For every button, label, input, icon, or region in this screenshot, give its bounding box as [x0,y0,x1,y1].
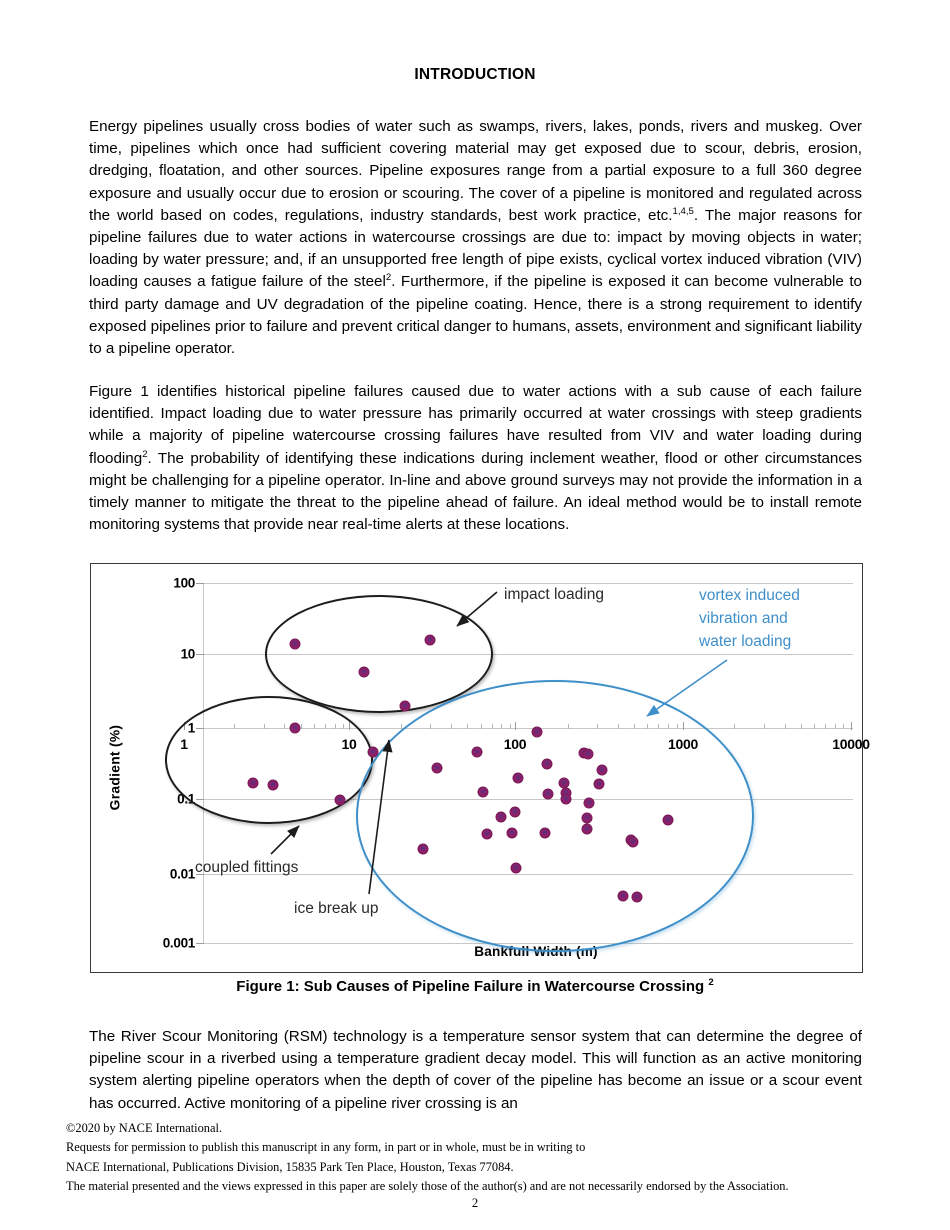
paragraph-intro [89,116,862,360]
paragraph-figure-description [89,381,862,536]
page-title: INTRODUCTION [414,66,536,83]
scatter-chart [91,564,870,972]
footer-address-line: NACE International, Publications Division, 15835 Park Ten Place, Houston, Texas 77084. [66,1159,514,1174]
paragraph-1-part-c: . Furthermore, if the pipeline is exposed it can become vulnerable to third party damage and UV degradation of the pipeline coating. Hence, there is a strong requirement to identify exposed pipelines prior to failure and prevent critical danger to humans, assets, environment and significant liability to a pipeline operator. [89,273,862,358]
paragraph-rsm: The River Scour Monitoring (RSM) technology is a temperature sensor system that can determine the degree of pipeline scour in a riverbed using a temperature gradient decay model. This will function as an active monitoring system alerting pipeline operators when the depth of cover of the pipeline has become an issue or a scour event has occurred. Active monitoring of a pipeline river crossing is an [89,1028,862,1112]
ytick-label-1: 1 [187,720,195,736]
xtick-label-1: 1 [180,736,188,752]
paragraph-2-part-a: Figure 1 identifies historical pipeline failures caused due to water actions with a sub cause of each failure identified. Impact loading due to water pressure has primarily occurred at water crossings with steep gradients while a majority of pipeline watercourse crossing failures have resulted from VIV and water loading during flooding [89,383,862,467]
annotation-viv-line3: water loading [699,633,792,650]
xtick-label-1000: 1000 [668,736,698,752]
figure-caption [0,978,950,995]
footer-disclaimer-line: The material presented and the views expressed in this paper are solely those of the author(s) and are not necessarily endorsed by the Association. [66,1179,789,1194]
xtick-label-100: 100 [503,736,527,752]
ytick-label-0.001: 0.001 [162,935,195,951]
page-number: 2 [471,1196,479,1210]
annotation-viv-line1: vortex induced [699,587,800,604]
figure-caption-footnote-ref: 2 [708,977,714,988]
ytick-label-0.1: 0.1 [177,791,195,807]
y-axis-title: Gradient (%) [107,724,123,811]
annotation-impact-loading: impact loading [504,586,604,603]
ytick-label-10: 10 [180,646,195,662]
paragraph-1-part-b: . The major reasons for pipeline failures due to water actions in watercourse crossings are due to: impact by moving objects in water; loading by water pressure; and, if an unsupported free length of pipe exists, cyclical vortex induced vibration (VIV) loading causes a fatigue failure of the steel [89,206,862,291]
footnote-ref-2a: 2 [385,272,392,284]
annotation-viv-line2: vibration and [699,610,788,627]
annotation-coupled-fittings: coupled fittings [195,859,299,876]
footer-block [66,1119,886,1197]
annotation-ice-break-up: ice break up [294,900,379,917]
footer-permission-line: Requests for permission to publish this manuscript in any form, in part or in whole, must be in writing to [66,1140,586,1155]
paragraph-1-part-a: Energy pipelines usually cross bodies of water such as swamps, rivers, lakes, ponds, rivers and muskeg. Over time, pipelines which once had sufficient covering material may get exposed due to scour, debris, erosion, dredging, floatation, and other sources. Pipeline exposures range from a partial exposure to a full 360 degree exposure and usually occur due to erosion or scouring. The cover of a pipeline is monitored and regulated across the world based on codes, regulations, industry standards, best work practice, etc. [89,118,862,224]
footer-copyright: ©2020 by NACE International. [66,1121,223,1135]
footnote-ref-145: 1,4,5 [672,205,694,217]
leader-arrow-ice-break-up [91,564,864,974]
xtick-label-10: 10 [341,736,357,752]
paragraph-2-part-b: . The probability of identifying these indications during inclement weather, flood or other circumstances might be challenging for a pipeline operator. In-line and above ground surveys may not provide the information in a timely manner to mitigate the threat to the pipeline ahead of failure. An ideal method would be to install remote monitoring systems that provide near real-time alerts at these locations. [89,449,862,534]
figure-1-container [90,563,870,973]
figure-caption-text: Figure 1: Sub Causes of Pipeline Failure in Watercourse Crossing [236,978,705,995]
footnote-ref-2b: 2 [142,448,148,460]
ytick-label-0.01: 0.01 [169,866,195,882]
ytick-label-100: 100 [173,575,195,591]
xtick-label-10000: 10000 [832,736,870,752]
x-axis-title: Bankfull Width (m) [474,944,598,959]
